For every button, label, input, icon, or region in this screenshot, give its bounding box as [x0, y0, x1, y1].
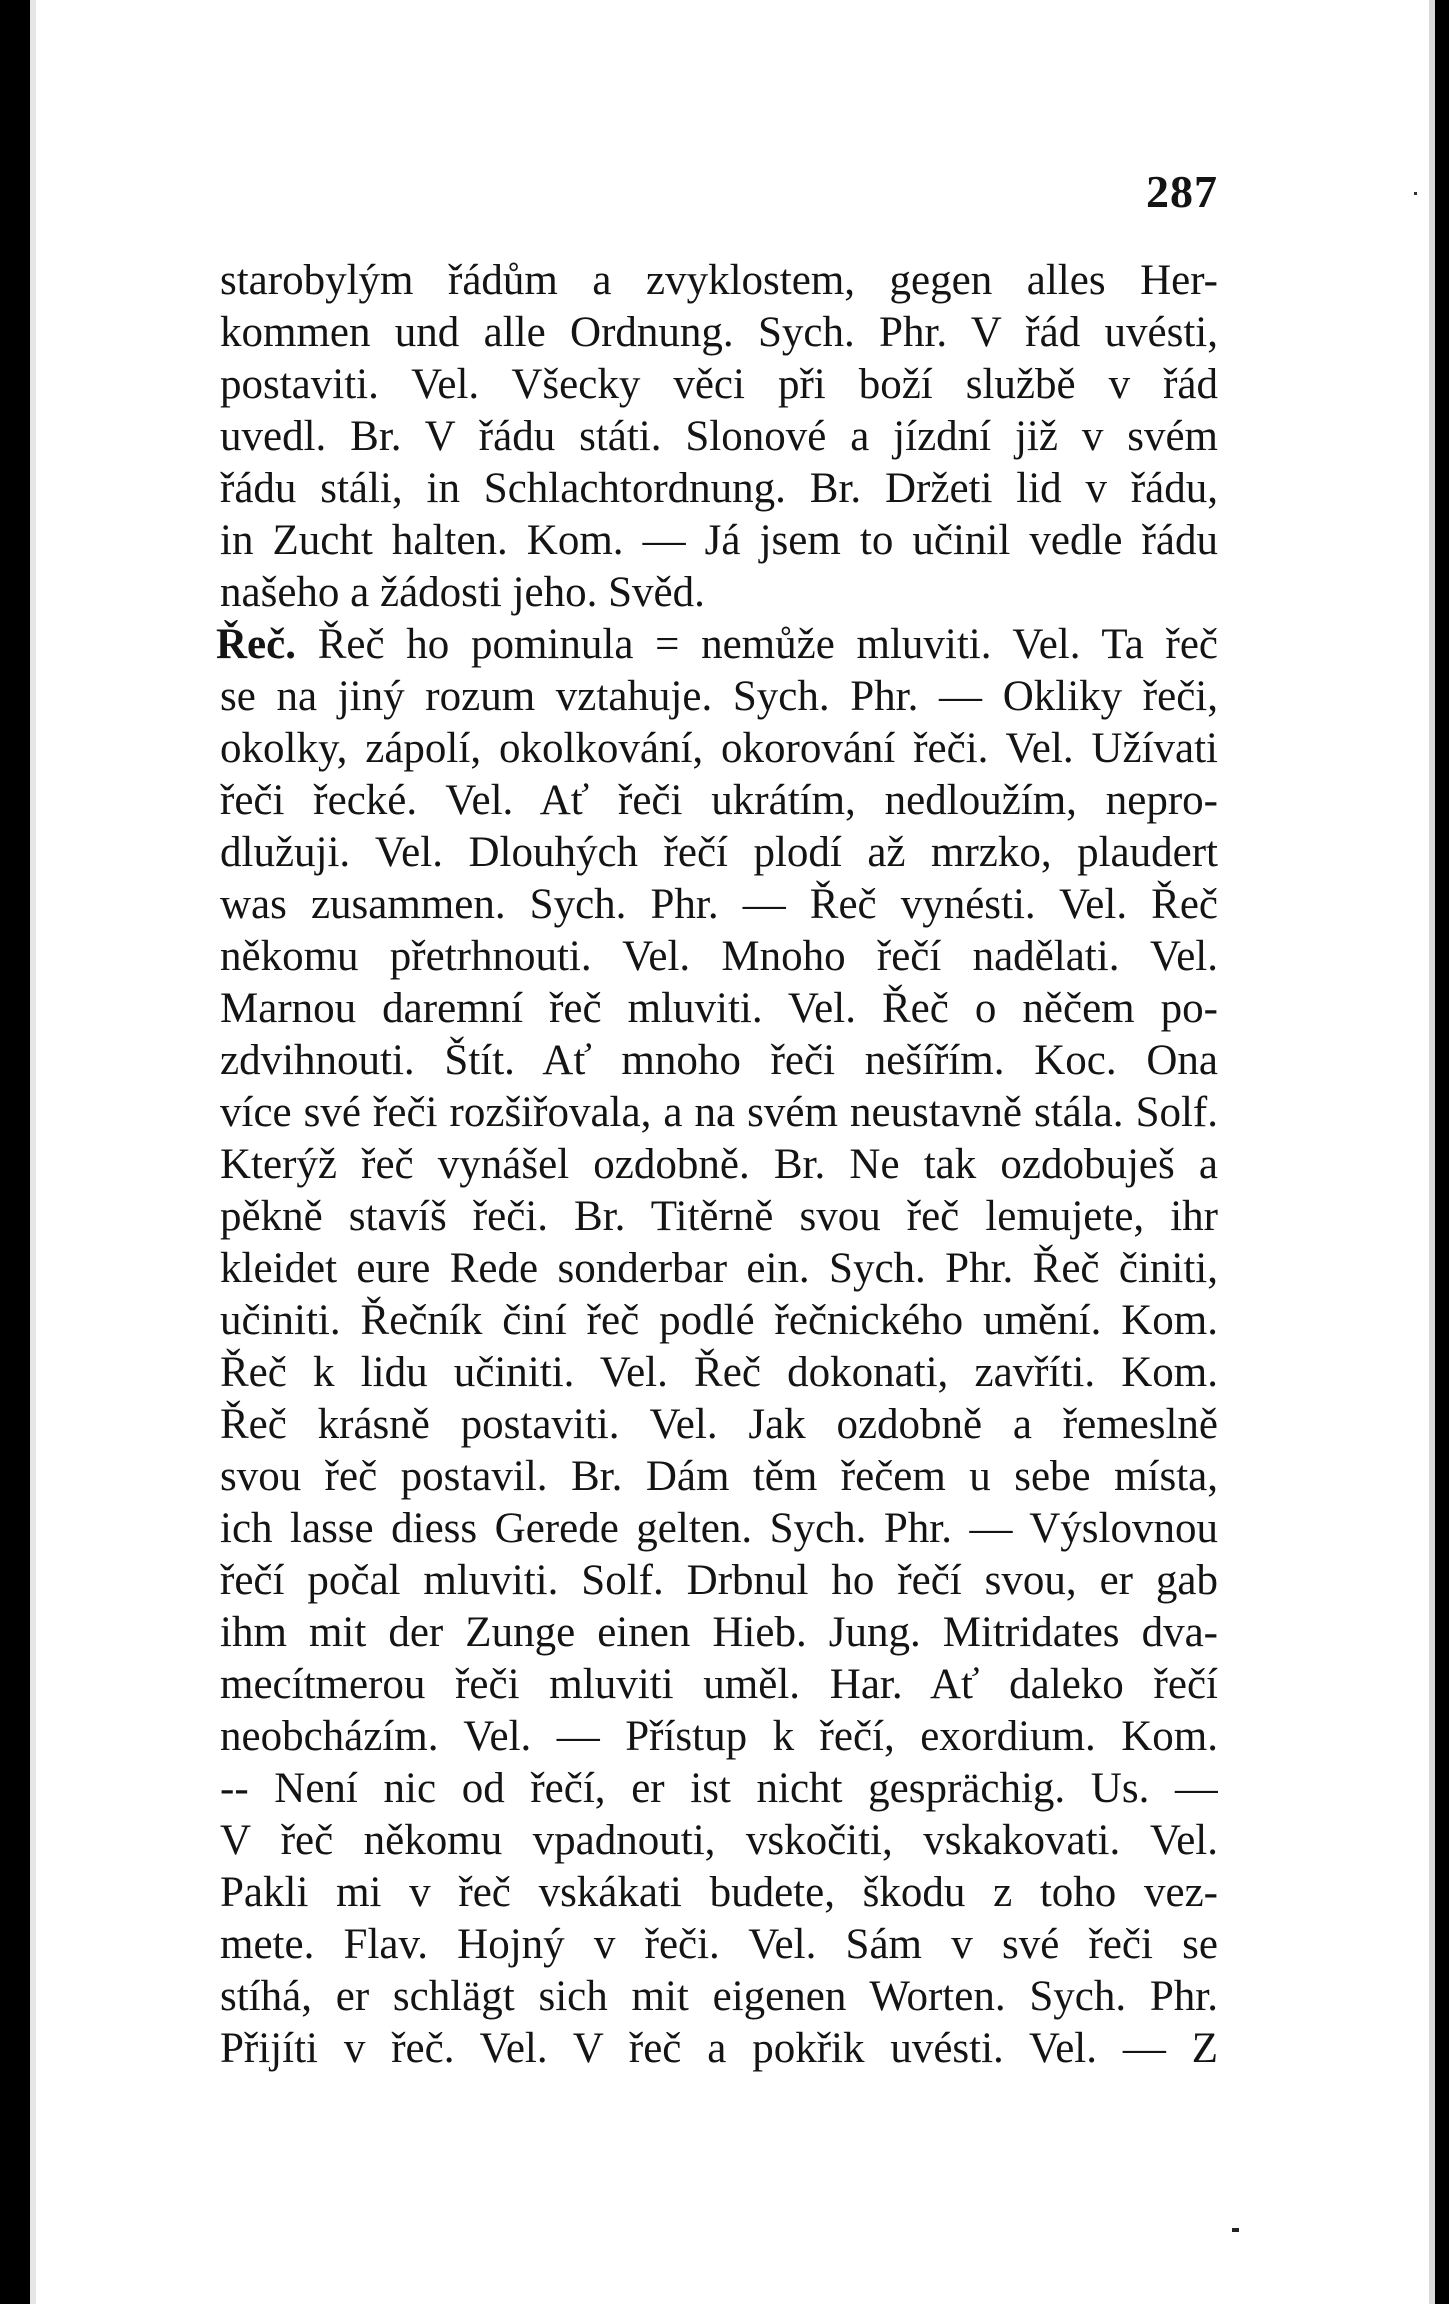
text-line: více své řeči rozšiřovala, a na svém neustavně stála. Solf. — [220, 1089, 1218, 1136]
text-line: řeči řecké. Vel. Ať řeči ukrátím, nedloužím, nepro- — [220, 777, 1218, 824]
text-line: Kterýž řeč vynášel ozdobně. Br. Ne tak ozdobuješ a — [220, 1141, 1218, 1188]
text-line: kommen und alle Ordnung. Sych. Phr. V řád uvésti, — [220, 309, 1218, 356]
text-line: řečí počal mluviti. Solf. Drbnul ho řečí svou, er gab — [220, 1557, 1218, 1604]
text-line: in Zucht halten. Kom. — Já jsem to učinil vedle řádu — [220, 517, 1218, 564]
text-line: mecítmerou řeči mluviti uměl. Har. Ať daleko řečí — [220, 1661, 1218, 1708]
text-line: Řeč k lidu učiniti. Vel. Řeč dokonati, zavříti. Kom. — [220, 1349, 1218, 1396]
text-line: dlužuji. Vel. Dlouhých řečí plodí až mrzko, plaudert — [220, 829, 1218, 876]
text-line: ihm mit der Zunge einen Hieb. Jung. Mitridates dva- — [220, 1609, 1218, 1656]
text-line: Pakli mi v řeč vskákati budete, škodu z toho vez- — [220, 1869, 1218, 1916]
text-line: učiniti. Řečník činí řeč podlé řečnického umění. Kom. — [220, 1297, 1218, 1344]
text-line: stíhá, er schlägt sich mit eigenen Worten. Sych. Phr. — [220, 1973, 1218, 2020]
text-line: Přijíti v řeč. Vel. V řeč a pokřik uvésti. Vel. — Z — [220, 2025, 1218, 2072]
dictionary-text-block — [216, 255, 1218, 2075]
text-line: zdvihnouti. Štít. Ať mnoho řeči nešířím. Koc. Ona — [220, 1037, 1218, 1084]
entry-line-rest: Řeč ho pominula = nemůže mluviti. Vel. Ta řeč — [295, 621, 1218, 668]
text-line: postaviti. Vel. Všecky věci při boží službě v řád — [220, 361, 1218, 408]
text-line: pěkně stavíš řeči. Br. Titěrně svou řeč lemujete, ihr — [220, 1193, 1218, 1240]
scan-edge-left-inner — [30, 0, 36, 2304]
text-line: řádu stáli, in Schlachtordnung. Br. Držeti lid v řádu, — [220, 465, 1218, 512]
text-line: se na jiný rozum vztahuje. Sych. Phr. — Okliky řeči, — [220, 673, 1218, 720]
scan-edge-right — [1435, 0, 1449, 2304]
scan-edge-right-inner — [1429, 0, 1435, 2304]
text-line: kleidet eure Rede sonderbar ein. Sych. Phr. Řeč činiti, — [220, 1245, 1218, 1292]
text-line: neobcházím. Vel. — Přístup k řečí, exordium. Kom. — [220, 1713, 1218, 1760]
text-line: svou řeč postavil. Br. Dám těm řečem u sebe místa, — [220, 1453, 1218, 1500]
text-line: uvedl. Br. V řádu státi. Slonové a jízdní již v svém — [220, 413, 1218, 460]
text-line: Řeč krásně postaviti. Vel. Jak ozdobně a řemeslně — [220, 1401, 1218, 1448]
text-line: -- Není nic od řečí, er ist nicht gesprächig. Us. — — [220, 1765, 1218, 1812]
text-line: mete. Flav. Hojný v řeči. Vel. Sám v své řeči se — [220, 1921, 1218, 1968]
text-line: okolky, zápolí, okolkování, okorování řeči. Vel. Užívati — [220, 725, 1218, 772]
text-line: našeho a žádosti jeho. Svěd. — [220, 569, 705, 616]
text-line: ich lasse diess Gerede gelten. Sych. Phr. — Výslovnou — [220, 1505, 1218, 1552]
scan-edge-left — [0, 0, 30, 2304]
page-number: 287 — [1146, 166, 1218, 217]
text-line: Marnou daremní řeč mluviti. Vel. Řeč o něčem po- — [220, 985, 1218, 1032]
scan-speck — [1232, 2228, 1239, 2232]
entry-headword: Řeč. — [216, 621, 296, 668]
text-line: někomu přetrhnouti. Vel. Mnoho řečí nadělati. Vel. — [220, 933, 1218, 980]
scan-speck — [1414, 192, 1417, 195]
entry-line — [216, 619, 1218, 671]
text-line: V řeč někomu vpadnouti, vskočiti, vskakovati. Vel. — [220, 1817, 1218, 1864]
text-line: starobylým řádům a zvyklostem, gegen alles Her- — [220, 257, 1218, 304]
text-line: was zusammen. Sych. Phr. — Řeč vynésti. Vel. Řeč — [220, 881, 1218, 928]
